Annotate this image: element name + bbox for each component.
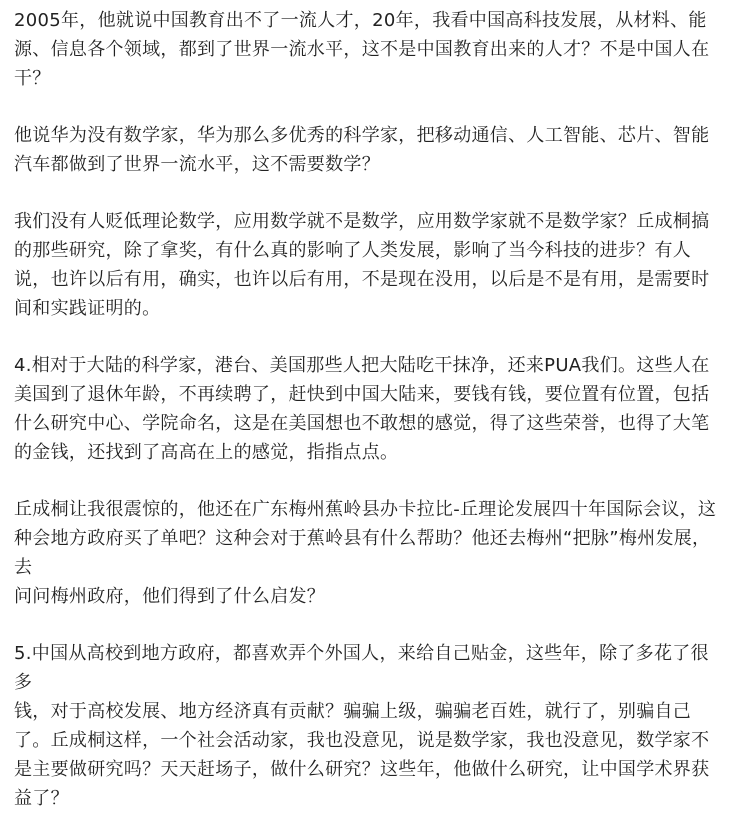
- paragraph-4: 4.相对于大陆的科学家，港台、美国那些人把大陆吃干抹净，还来PUA我们。这些人在 美国到了退休年龄，不再续聘了，赶快到中国大陆来，要钱有钱，要位置有位置，包括 什么研究中心、学院命名，这是在美国想也不敢想的感觉，得了这些荣誉，也得了大笔 的金钱，还找到了高高在上的感觉，指指点点。: [14, 355, 710, 463]
- paragraph-5: 丘成桐让我很震惊的，他还在广东梅州蕉岭县办卡拉比-丘理论发展四十年国际会议，这 种会地方政府买了单吧？这种会对于蕉岭县有什么帮助？他还去梅州“把脉”梅州发展，去 问问梅州政府，他们得到了什么启发？: [14, 499, 717, 607]
- paragraph-3: 我们没有人贬低理论数学，应用数学就不是数学，应用数学家就不是数学家？丘成桐搞 的那些研究，除了拿奖，有什么真的影响了人类发展，影响了当今科技的进步？有人 说，也许以后有用，确实，也许以后有用，不是现在没用，以后是不是有用，是需要时 间和实践证明的。: [14, 211, 710, 319]
- paragraph-2: 他说华为没有数学家，华为那么多优秀的科学家，把移动通信、人工智能、芯片、智能 汽车都做到了世界一流水平，这不需要数学？: [14, 125, 710, 175]
- paragraph-1: 2005年，他就说中国教育出不了一流人才，20年，我看中国高科技发展，从材料、能 源、信息各个领域，都到了世界一流水平，这不是中国教育出来的人才？不是中国人在 干？: [14, 10, 710, 89]
- paragraph-6: 5.中国从高校到地方政府，都喜欢弄个外国人，来给自己贴金，这些年，除了多花了很多 钱，对于高校发展、地方经济真有贡献？骗骗上级，骗骗老百姓，就行了，别骗自己 了。丘成桐这样，一个社会活动家，我也没意见，说是数学家，我也没意见，数学家不 是主要做研究吗？天天赶场子，做什么研究？这些年，他做什么研究，让中国学术界获 益了？: [14, 643, 710, 809]
